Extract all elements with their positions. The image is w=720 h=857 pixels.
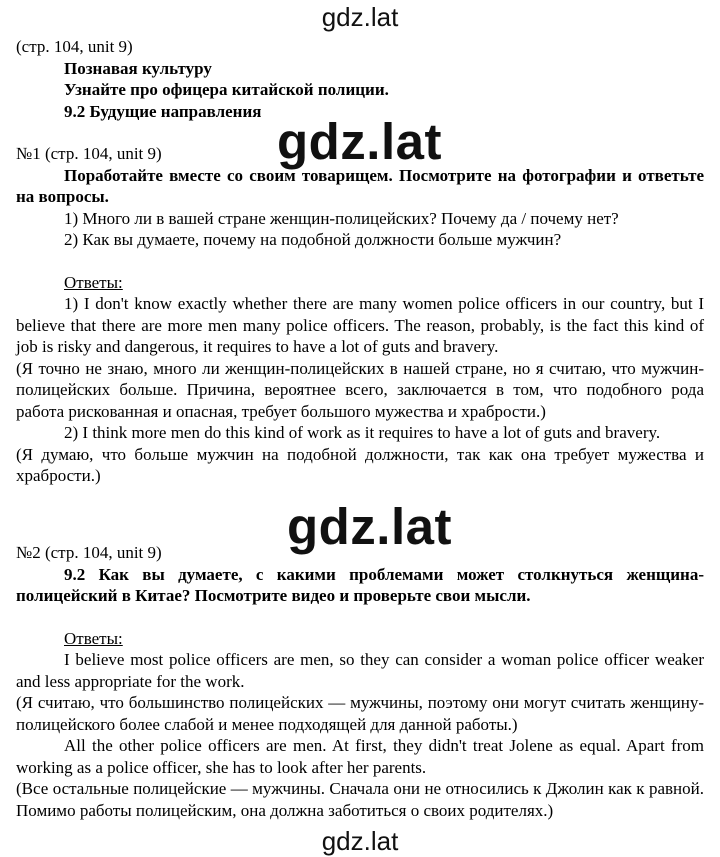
task-1-instruction: Поработайте вместе со своим товарищем. Посмотрите на фотографии и ответьте на вопросы. <box>16 165 704 206</box>
task-1-answers-label: Ответы: <box>64 272 123 292</box>
task-1-answer-1: 1) I don't know exactly whether there are many women police officers in our country, but I believe that there are more men many police officers. The reason, probably, is the fact this kind of job is risky and dangerous, it requires to have a lot of guts and bravery. <box>16 294 704 356</box>
header-block <box>16 36 704 122</box>
task-1-answer-2: 2) I think more men do this kind of work as it requires to have a lot of guts and bravery. <box>64 423 661 442</box>
task-2-answer-2-translation: (Все остальные полицейские — мужчины. Сначала они не относились к Джолин как к равной. Помимо работы полицейским, она должна заботиться о своих родителях.) <box>16 779 704 820</box>
section-topic: 9.2 Будущие направления <box>64 101 262 121</box>
watermark-middle-2: gdz.lat <box>287 498 452 555</box>
task-2-instruction: 9.2 Как вы думаете, с какими проблемами может столкнуться женщина-полицейский в Китае? Посмотрите видео и проверьте свои мысли. <box>16 564 704 605</box>
section-title: Познавая культуру <box>64 58 212 78</box>
task-1-question-1: 1) Много ли в вашей стране женщин-полицейских? Почему да / почему нет? <box>64 208 619 228</box>
section-subtitle: Узнайте про офицера китайской полиции. <box>64 80 389 99</box>
watermark-middle-1: gdz.lat <box>277 113 442 170</box>
task-1 <box>16 143 704 487</box>
task-2-answer-1: I believe most police officers are men, so they can consider a woman police officer weaker and less appropriate for the work. <box>16 650 704 691</box>
header-ref: (стр. 104, unit 9) <box>16 37 133 56</box>
task-2-answers-label: Ответы: <box>64 628 123 648</box>
watermark-top: gdz.lat <box>321 2 399 32</box>
task-2-ref: №2 (стр. 104, unit 9) <box>16 543 162 562</box>
watermark-bottom: gdz.lat <box>321 826 399 856</box>
task-1-answer-2-translation: (Я думаю, что больше мужчин на подобной должности, так как она требует мужества и храбрости.) <box>16 444 704 485</box>
task-1-answer-1-translation: (Я точно не знаю, много ли женщин-полицейских в нашей стране, но я считаю, что мужчин-полицейских больше. Причина, вероятнее всего, заключается в том, что подобного рода работа рискованная и опасная, требует большого мужества и храбрости.) <box>16 358 704 421</box>
task-1-ref: №1 (стр. 104, unit 9) <box>16 144 162 163</box>
task-2-answer-1-translation: (Я считаю, что большинство полицейских — мужчины, поэтому они могут считать женщину-полицейского более слабой и менее подходящей для данной работы.) <box>16 693 704 734</box>
task-2-answer-2: All the other police officers are men. At first, they didn't treat Jolene as equal. Apart from working as a police officer, she has to look after her parents. <box>16 736 704 777</box>
task-2 <box>16 542 704 821</box>
task-1-question-2: 2) Как вы думаете, почему на подобной должности больше мужчин? <box>64 230 562 249</box>
